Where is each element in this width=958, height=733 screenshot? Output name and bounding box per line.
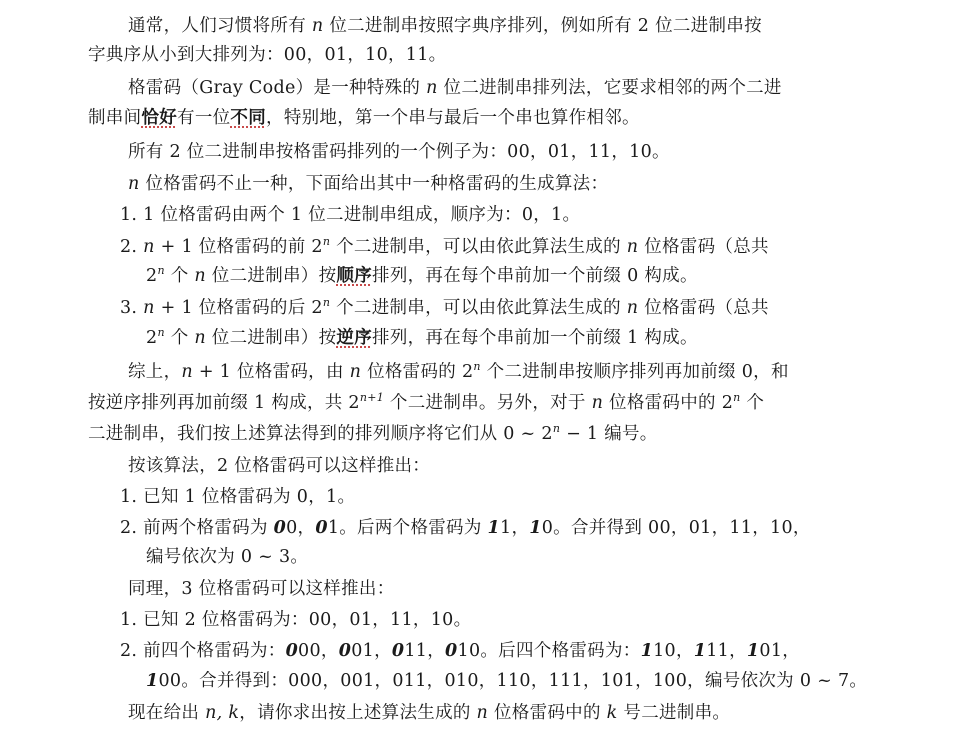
text: + 1 [192,362,232,382]
text: 01， [351,641,392,661]
text: 二进制串，我们按上述算法得到的排列顺序将它们从 0 ~ [88,424,542,444]
text: 排列，再在每个串前加一个前缀 1 构成。 [372,328,698,348]
var-n: n [476,703,489,723]
text: 2 [311,237,323,257]
text: 2 [348,393,360,413]
superscript-n-plus-1: n+1 [359,391,385,404]
superscript-n: n [322,296,331,309]
text: 按逆序排列再加前缀 1 构成，共 [88,393,349,413]
task-statement [128,701,958,725]
derive-3bit-step-2-cont [146,669,958,693]
var-n: n [626,298,639,318]
emphasis-reverse: 逆序 [336,328,373,348]
gray-def-line-1 [128,76,958,100]
prefix-1: 1 [640,641,654,661]
text: 3. [120,298,144,318]
prefix-1: 1 [693,641,707,661]
rule-2-line-1 [120,235,958,259]
summary-line-1 [128,360,958,384]
emphasis-order: 顺序 [336,266,373,286]
text: 2. [120,237,144,257]
text: 综上， [128,362,182,382]
gray-def-line-2 [88,106,958,130]
text: 现在给出 [128,703,206,723]
prefix-0: 0 [391,641,405,661]
text: ，请你求出按上述算法生成的 [239,703,477,723]
rule-2-line-2 [146,264,958,288]
text: + 1 [154,237,193,257]
var-n-k: n, k [205,703,240,723]
text: 位格雷码不止一种，下面给出其中一种格雷码的生成算法： [139,174,609,194]
superscript-n: n [552,422,561,435]
var-n: n [426,78,438,98]
rule-3-line-1 [120,296,958,320]
text: 10。后四个格雷码为： [457,641,641,661]
text: 个二进制串，可以由依此算法生成的 [330,298,627,318]
derive-2bit-intro [128,454,958,478]
prefix-1: 1 [529,518,542,538]
derive-2bit-step-1 [120,485,958,509]
text: 00。合并得到：000，001，011，010，110，111，101，100，编号依次为 0 ~ 7。 [158,671,868,691]
text: 2 [311,298,323,318]
text: 2 [146,328,158,348]
summary-line-3 [88,422,958,446]
text: 排列，再在每个串前加一个前缀 0 构成。 [372,266,698,286]
text: 个二进制串按顺序排列再加前缀 0，和 [480,362,789,382]
text: 个二进制串，可以由依此算法生成的 [330,237,627,257]
text: 10， [653,641,694,661]
var-n: n [143,237,155,257]
text: 2 [461,362,474,382]
var-n: n [626,237,639,257]
text: 有一位 [177,108,231,128]
text: 位二进制串）按 [205,328,337,348]
derive-2bit-step-2-cont [146,545,958,569]
text: 个 [164,328,195,348]
intro-line-2 [88,43,958,67]
superscript-n: n [322,235,331,248]
text: 格雷码（Gray Code）是一种特殊的 [128,78,427,98]
text: 位二进制串按照字典序排列，例如所有 2 位二进制串按 [323,16,762,36]
text: 1. 已知 2 位格雷码为：00，01，11，10。 [120,610,472,630]
text: 位二进制串排列法，它要求相邻的两个二进 [437,78,782,98]
text: 同理，3 位格雷码可以这样推出： [128,579,395,599]
text: + 1 [154,298,193,318]
summary-line-2 [88,391,958,415]
intro-line-1 [128,14,958,38]
prefix-0: 0 [285,641,299,661]
text: 个 [164,266,195,286]
text: 11， [404,641,446,661]
text: 0， [286,518,316,538]
derive-3bit-step-1 [120,608,958,632]
derive-2bit-step-2 [120,516,958,540]
superscript-n: n [157,326,165,339]
text: 1， [500,518,530,538]
var-n: n [194,266,206,286]
text: 位格雷码的 [361,362,462,382]
text: 所有 2 位二进制串按格雷码排列的一个例子为：00，01，11，10。 [128,142,670,162]
var-k: k [606,703,618,723]
derive-3bit-step-2 [120,639,958,663]
text: 位格雷码（总共 [638,298,769,318]
var-n: n [128,174,140,194]
text: 字典序从小到大排列为：00，01，10，11。 [88,45,447,65]
prefix-1: 1 [146,671,159,691]
prefix-0: 0 [273,518,287,538]
prefix-0: 0 [445,641,458,661]
prefix-0: 0 [338,641,352,661]
var-n: n [143,298,155,318]
text: 制串间 [88,108,142,128]
var-n: n [194,328,206,348]
text: 个二进制串。另外，对于 [384,393,592,413]
text: 位格雷码的前 [192,237,312,257]
var-n: n [349,362,362,382]
text: 位格雷码的后 [192,298,312,318]
text: 1. 已知 1 位格雷码为 0，1。 [120,487,356,507]
text: 位格雷码中的 [488,703,607,723]
text: 2. 前两个格雷码为 [120,518,274,538]
text: 2 [541,424,553,444]
emphasis-exactly: 恰好 [141,108,178,128]
prefix-1: 1 [746,641,760,661]
var-n: n [591,393,604,413]
superscript-n: n [157,264,165,277]
text: 11， [706,641,747,661]
var-n: n [311,16,324,36]
rule-3-line-2 [146,326,958,350]
text: 2 [721,393,734,413]
text: 位格雷码（总共 [638,237,769,257]
example-line [128,140,958,164]
text: 位格雷码，由 [231,362,350,382]
superscript-n: n [733,391,741,404]
rule-1 [120,203,958,227]
text: 1。后两个格雷码为 [327,518,488,538]
text: − 1 编号。 [560,424,658,444]
derive-3bit-intro [128,577,958,601]
text: ，特别地，第一个串与最后一个串也算作相邻。 [266,108,640,128]
var-n: n [181,362,193,382]
prefix-1: 1 [487,518,501,538]
text: 编号依次为 0 ~ 3。 [146,547,309,567]
text: 01， [759,641,801,661]
text: 0。合并得到 00，01，11，10， [541,518,811,538]
text: 按该算法，2 位格雷码可以这样推出： [128,456,431,476]
text: 位格雷码中的 [603,393,722,413]
text: 1. 1 位格雷码由两个 1 位二进制串组成，顺序为：0，1。 [120,205,581,225]
text: 号二进制串。 [617,703,731,723]
emphasis-different: 不同 [230,108,267,128]
text: 2 [146,266,158,286]
text: 位二进制串）按 [205,266,337,286]
superscript-n: n [473,360,481,373]
prefix-0: 0 [315,518,328,538]
text: 2. 前四个格雷码为： [120,641,286,661]
text: 通常，人们习惯将所有 [128,16,312,36]
algorithm-intro [128,172,958,196]
text: 个 [740,393,765,413]
text: 00， [298,641,339,661]
